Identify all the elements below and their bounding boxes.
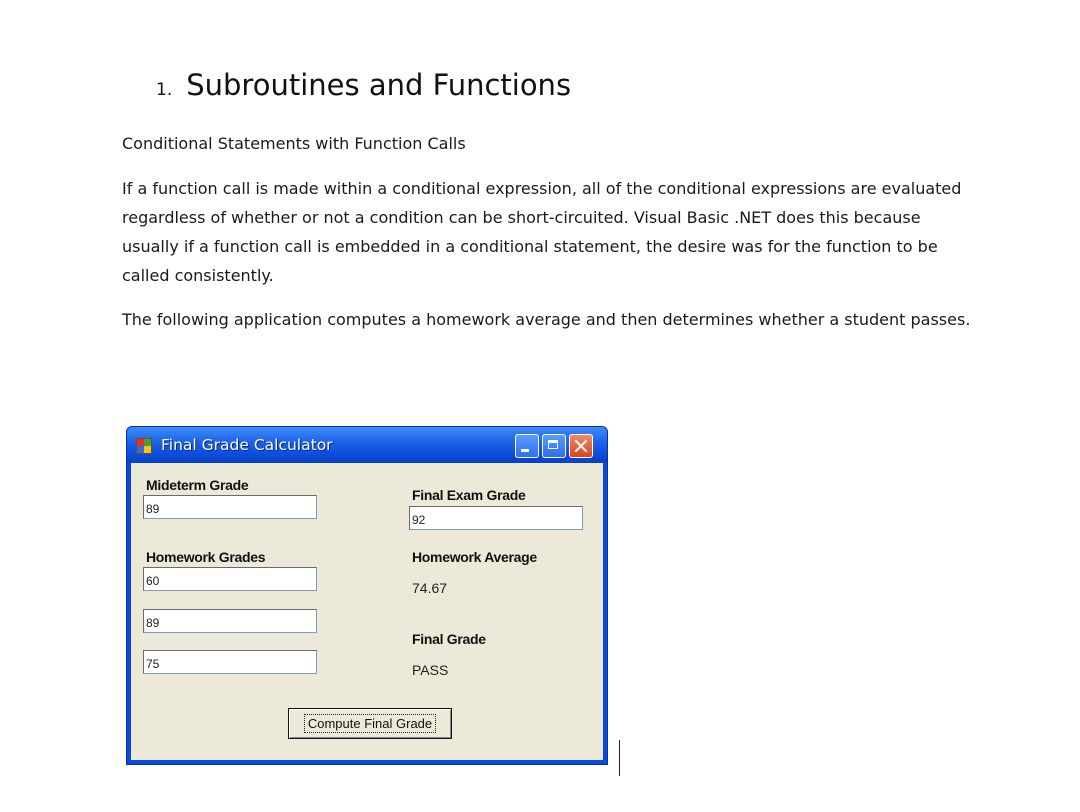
final-exam-grade-input[interactable] [409,506,583,530]
homework-average-value: 74.67 [412,580,448,596]
heading-number: 1. [156,80,173,100]
midterm-grade-label: Mideterm Grade [146,477,249,493]
final-exam-grade-label: Final Exam Grade [412,487,526,503]
homework-grades-label: Homework Grades [146,549,266,565]
compute-final-grade-label: Compute Final Grade [304,714,436,733]
paragraph-1: If a function call is made within a conditional expression, all of the conditional expressions are evaluated regardless of whether or not a condition can be short-circuited. Visual Basic .NET does this because usually if a function call is embedded in a conditional statement, the desire was for the function to be called consistently. [122,179,962,285]
compute-final-grade-button[interactable] [288,708,452,739]
close-icon[interactable] [569,434,593,458]
midterm-grade-input[interactable] [143,495,317,519]
form-client-area [131,463,603,760]
homework-grade-input-3[interactable] [143,650,317,674]
final-grade-value: PASS [412,662,449,678]
final-grade-calculator-window [126,426,608,765]
homework-average-label: Homework Average [412,549,537,565]
maximize-icon[interactable] [542,434,566,458]
app-form-icon [136,438,152,454]
window-titlebar[interactable] [127,427,607,463]
paragraph-2: The following application computes a homework average and then determines whether a student passes. [122,310,971,329]
homework-grade-input-1[interactable] [143,567,317,591]
subheading: Conditional Statements with Function Calls [122,134,466,153]
window-title: Final Grade Calculator [161,436,333,454]
heading-title: Subroutines and Functions [186,68,572,102]
homework-grade-input-2[interactable] [143,609,317,633]
text-cursor [619,740,620,776]
heading [156,68,571,102]
final-grade-label: Final Grade [412,631,486,647]
minimize-icon[interactable] [515,434,539,458]
